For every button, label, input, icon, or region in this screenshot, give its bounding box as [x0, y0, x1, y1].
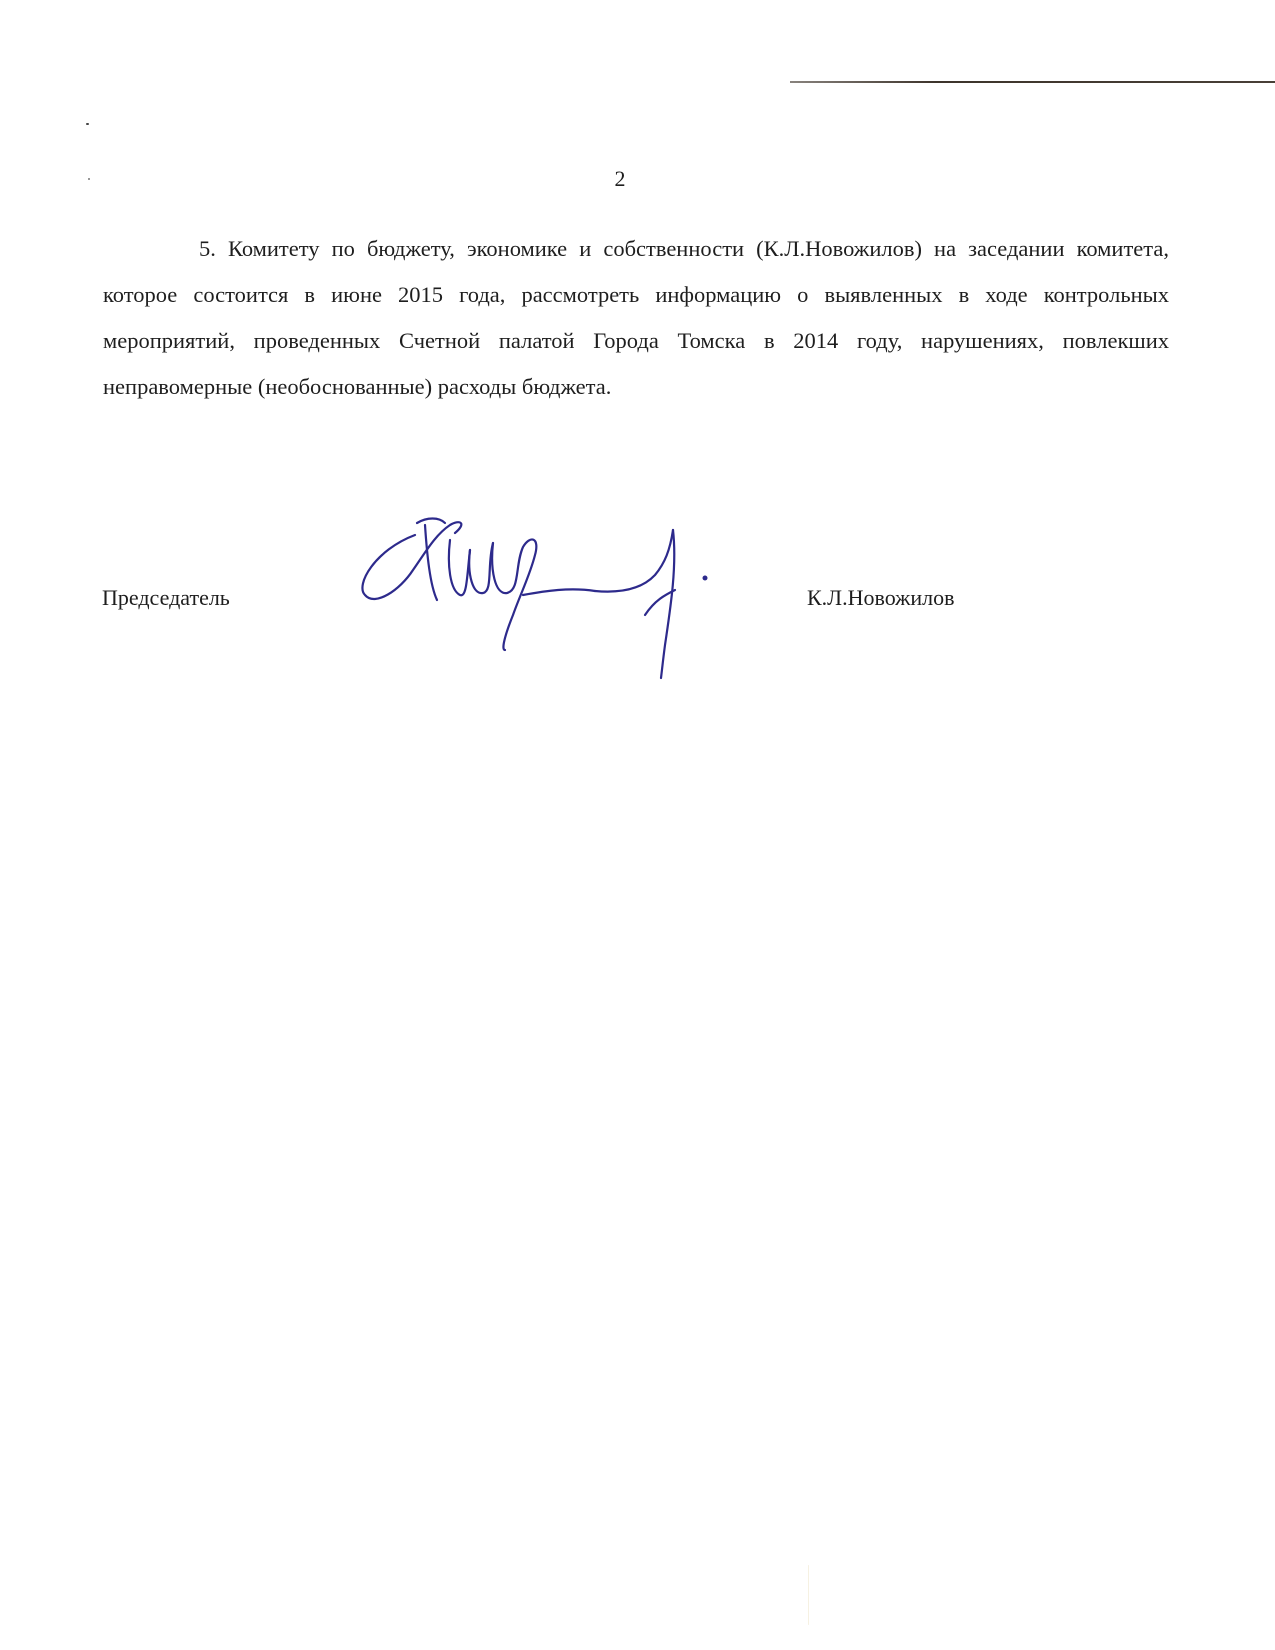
- signatory-role: Председатель: [102, 585, 230, 610]
- scan-speck: [808, 1565, 809, 1625]
- scan-edge-line: [790, 81, 1275, 83]
- page-number: 2: [614, 166, 626, 191]
- scan-speck: [88, 178, 90, 180]
- signatory-name: К.Л.Новожилов: [807, 585, 955, 610]
- body-paragraph: 5. Комитету по бюджету, экономике и собственности (К.Л.Новожилов) на заседании комитета, которое состоится в июне 2015 года, рассмотреть информацию о выявленных в ходе контрольных мероприятий, проведенных Счетной палатой Города Томска в 2014 году, нарушениях, повлекших неправомерные (необоснованные) расходы бюджета.: [103, 236, 1169, 399]
- scan-speck: [86, 123, 89, 125]
- handwritten-signature: [355, 495, 755, 685]
